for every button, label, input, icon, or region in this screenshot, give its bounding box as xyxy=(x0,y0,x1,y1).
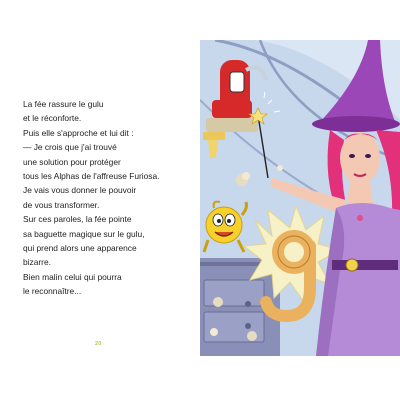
page-number: 20 xyxy=(95,341,102,347)
story-line-5: une solution pour protéger xyxy=(23,156,121,167)
illustration xyxy=(200,40,400,356)
illustration-svg xyxy=(200,40,400,356)
story-line-13: Bien malin celui qui pourra xyxy=(23,271,122,282)
story-line-14: le reconnaître... xyxy=(23,286,82,297)
story-text xyxy=(23,97,188,299)
story-line-2: et le réconforte. xyxy=(23,113,82,124)
story-line-4: — Je crois que j'ai trouvé xyxy=(23,142,117,153)
story-line-10: sa baguette magique sur le gulu, xyxy=(23,228,145,239)
story-line-1: La fée rassure le gulu xyxy=(23,99,104,109)
story-line-12: bizarre. xyxy=(23,257,51,268)
story-line-8: de vous transformer. xyxy=(23,199,100,210)
story-line-9: Sur ces paroles, la fée pointe xyxy=(23,214,132,225)
story-line-7: Je vais vous donner le pouvoir xyxy=(23,185,137,196)
story-line-6: tous les Alphas de l'affreuse Furiosa. xyxy=(23,171,160,182)
story-line-11: qui prend alors une apparence xyxy=(23,243,137,254)
story-line-3: Puis elle s'approche et lui dit : xyxy=(23,127,134,138)
